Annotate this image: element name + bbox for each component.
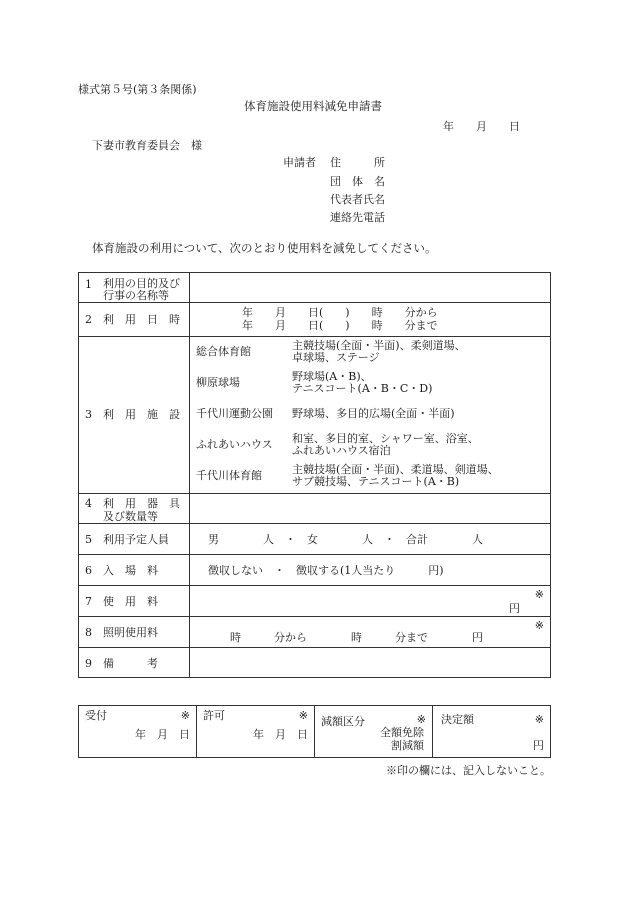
lighting-fee-label xyxy=(79,617,190,648)
facility-label xyxy=(79,337,190,494)
reduction-option-partial: 割減額 xyxy=(391,739,424,752)
row-attendance xyxy=(79,524,551,555)
row-number: 1 xyxy=(85,278,92,291)
row-number: 7 xyxy=(85,595,92,608)
admission-value: 徴収しない ・ 徴収する(1人当たり 円) xyxy=(208,564,444,577)
equipment-label xyxy=(79,494,190,524)
remarks-label-text: 備 考 xyxy=(103,657,158,670)
addressee: 下妻市教育委員会 様 xyxy=(92,139,202,152)
receipt-date: 年 月 日 xyxy=(135,728,190,741)
facility-item[interactable] xyxy=(190,340,466,364)
permit-date: 年 月 日 xyxy=(253,728,308,741)
attendance-label xyxy=(79,524,190,555)
remarks-field[interactable] xyxy=(190,648,551,678)
purpose-field[interactable] xyxy=(190,273,551,303)
applicant-label: 申請者 xyxy=(283,156,316,169)
purpose-label-line2: 行事の名称等 xyxy=(103,289,169,302)
intro-text: 体育施設の利用について、次のとおり使用料を減免してください。 xyxy=(92,241,437,255)
facility-item[interactable] xyxy=(190,464,499,488)
row-number: 3 xyxy=(85,408,92,421)
yen-unit: 円 xyxy=(509,602,520,615)
office-use-table xyxy=(78,705,551,758)
facility-detail: サブ競技場、テニスコート(A・B) xyxy=(292,475,460,488)
form-title: 体育施設使用料減免申請書 xyxy=(244,99,382,113)
lighting-fee-field xyxy=(190,617,551,648)
application-table xyxy=(78,272,551,678)
row-number: 8 xyxy=(85,626,92,639)
facility-item[interactable] xyxy=(190,408,455,420)
facility-detail: ふれあいハウス宿泊 xyxy=(292,444,391,457)
facility-name: 柳原球場 xyxy=(196,376,240,389)
purpose-label-line1: 利用の目的及び xyxy=(103,277,180,290)
facility-detail: テニスコート(A・B・C・D) xyxy=(292,382,433,395)
equipment-label-line2: 及び数量等 xyxy=(103,510,158,523)
yen-unit: 円 xyxy=(533,739,544,752)
facility-detail: 卓球場、ステージ xyxy=(292,351,380,364)
datetime-label-text: 利 用 日 時 xyxy=(103,313,180,326)
permit-label: 許可 xyxy=(203,709,225,722)
facility-detail: 主競技場(全面・半面)、柔道場、剣道場、 xyxy=(292,463,499,476)
applicant-group[interactable]: 団 体 名 xyxy=(330,175,385,188)
office-use-mark: ※ xyxy=(298,709,308,722)
remarks-label xyxy=(79,648,190,678)
admission-label-text: 入 場 料 xyxy=(103,564,158,577)
reduction-option-full: 全額免除 xyxy=(380,726,424,739)
facility-detail: 主競技場(全面・半面)、柔剣道場、 xyxy=(292,339,466,352)
equipment-field[interactable] xyxy=(190,494,551,524)
facility-detail: 和室、多目的室、シャワー室、浴室、 xyxy=(292,432,479,445)
row-number: 9 xyxy=(85,657,92,670)
decision-label: 決定額 xyxy=(441,713,474,726)
equipment-label-line1: 利 用 器 具 xyxy=(103,497,180,510)
row-datetime xyxy=(79,303,551,337)
usage-fee-label-text: 使 用 料 xyxy=(103,595,158,608)
row-remarks xyxy=(79,648,551,678)
date-line: 年 月 日 xyxy=(443,120,520,133)
receipt-label: 受付 xyxy=(85,709,107,722)
office-use-mark: ※ xyxy=(534,588,544,601)
facility-name: 総合体育館 xyxy=(196,345,251,358)
facility-name: 千代川体育館 xyxy=(196,469,262,482)
decision-cell xyxy=(433,706,551,758)
facility-name: 千代川運動公園 xyxy=(196,407,273,420)
admission-field[interactable] xyxy=(190,555,551,586)
row-usage-fee xyxy=(79,586,551,617)
permit-cell xyxy=(197,706,315,758)
lighting-fee-value: 時 分から 時 分まで 円 xyxy=(230,631,483,644)
applicant-rep[interactable]: 代表者氏名 xyxy=(330,193,385,206)
row-purpose xyxy=(79,273,551,303)
datetime-to: 年 月 日( ) 時 分まで xyxy=(242,319,438,332)
office-use-mark: ※ xyxy=(534,713,544,726)
row-equipment xyxy=(79,494,551,524)
attendance-value: 男 人 ・ 女 人 ・ 合計 人 xyxy=(208,533,483,546)
facility-detail: 野球場、多目的広場(全面・半面) xyxy=(292,407,455,420)
facility-field xyxy=(190,337,551,494)
facility-name: ふれあいハウス xyxy=(196,438,273,451)
row-number: 6 xyxy=(85,564,92,577)
applicant-phone[interactable]: 連絡先電話 xyxy=(330,211,385,224)
facility-item[interactable] xyxy=(190,433,479,457)
datetime-from: 年 月 日( ) 時 分から xyxy=(242,306,438,319)
attendance-field[interactable] xyxy=(190,524,551,555)
datetime-field[interactable] xyxy=(190,303,551,337)
footnote: ※印の欄には、記入しないこと。 xyxy=(386,764,551,777)
admission-label xyxy=(79,555,190,586)
facility-item[interactable] xyxy=(190,371,432,395)
row-number: 5 xyxy=(85,533,92,546)
attendance-label-text: 利用予定人員 xyxy=(103,533,169,546)
datetime-label xyxy=(79,303,190,337)
lighting-fee-label-text: 照明使用料 xyxy=(103,626,158,639)
row-number: 2 xyxy=(85,313,92,326)
applicant-address[interactable]: 住 所 xyxy=(330,156,385,169)
purpose-label xyxy=(79,273,190,303)
receipt-cell xyxy=(79,706,197,758)
office-use-mark: ※ xyxy=(180,709,190,722)
usage-fee-field xyxy=(190,586,551,617)
facility-label-text: 利 用 施 設 xyxy=(103,408,180,421)
row-number: 4 xyxy=(85,497,92,510)
reduction-label: 減額区分 xyxy=(321,715,365,728)
row-facility xyxy=(79,337,551,494)
reduction-cell xyxy=(315,706,433,758)
office-use-mark: ※ xyxy=(416,713,426,726)
facility-detail: 野球場(A・B)、 xyxy=(292,370,372,383)
row-admission xyxy=(79,555,551,586)
form-number: 様式第５号(第３条関係) xyxy=(78,83,197,96)
office-use-mark: ※ xyxy=(534,619,544,632)
usage-fee-label xyxy=(79,586,190,617)
row-lighting-fee xyxy=(79,617,551,648)
